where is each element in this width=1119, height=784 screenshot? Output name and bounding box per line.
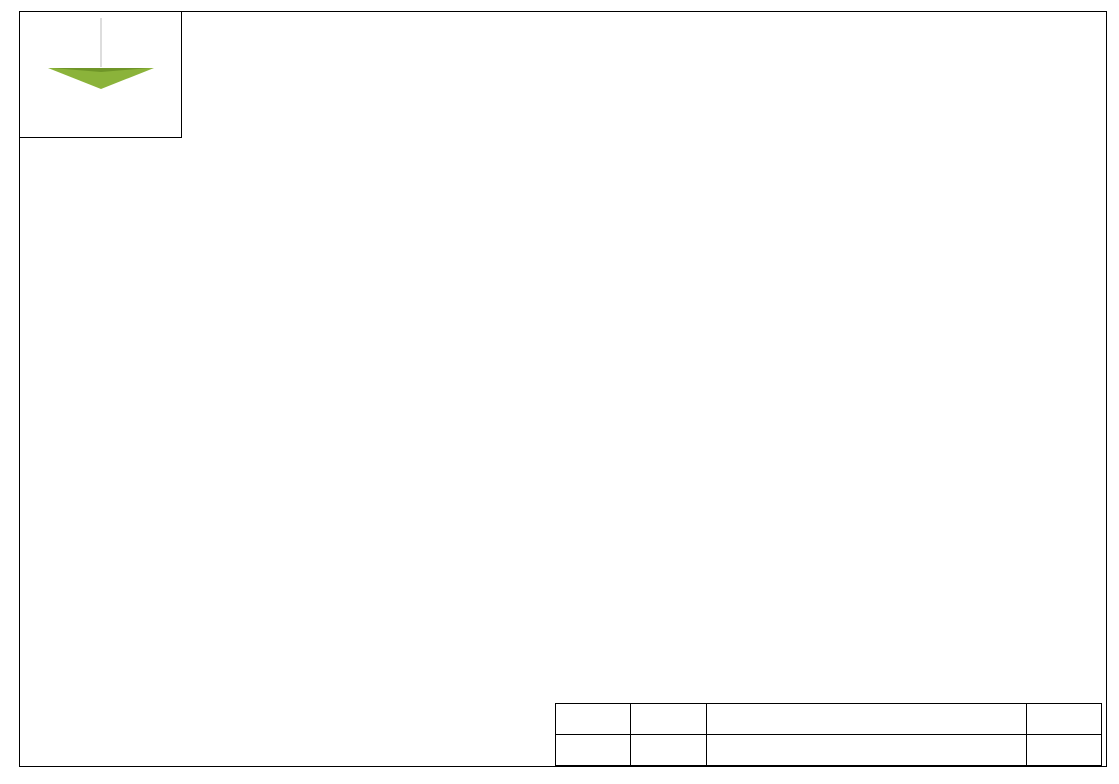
altura-value bbox=[631, 735, 707, 766]
horizontales-label bbox=[707, 704, 1027, 735]
table-row bbox=[556, 704, 1102, 735]
modelo-value bbox=[631, 704, 707, 735]
modelo-label bbox=[556, 704, 631, 735]
altura-label bbox=[556, 735, 631, 766]
distancia-label bbox=[707, 735, 1027, 766]
distancia-value bbox=[1027, 735, 1102, 766]
horizontales-value bbox=[1027, 704, 1102, 735]
table-row bbox=[556, 735, 1102, 766]
spec-table bbox=[555, 703, 1102, 766]
